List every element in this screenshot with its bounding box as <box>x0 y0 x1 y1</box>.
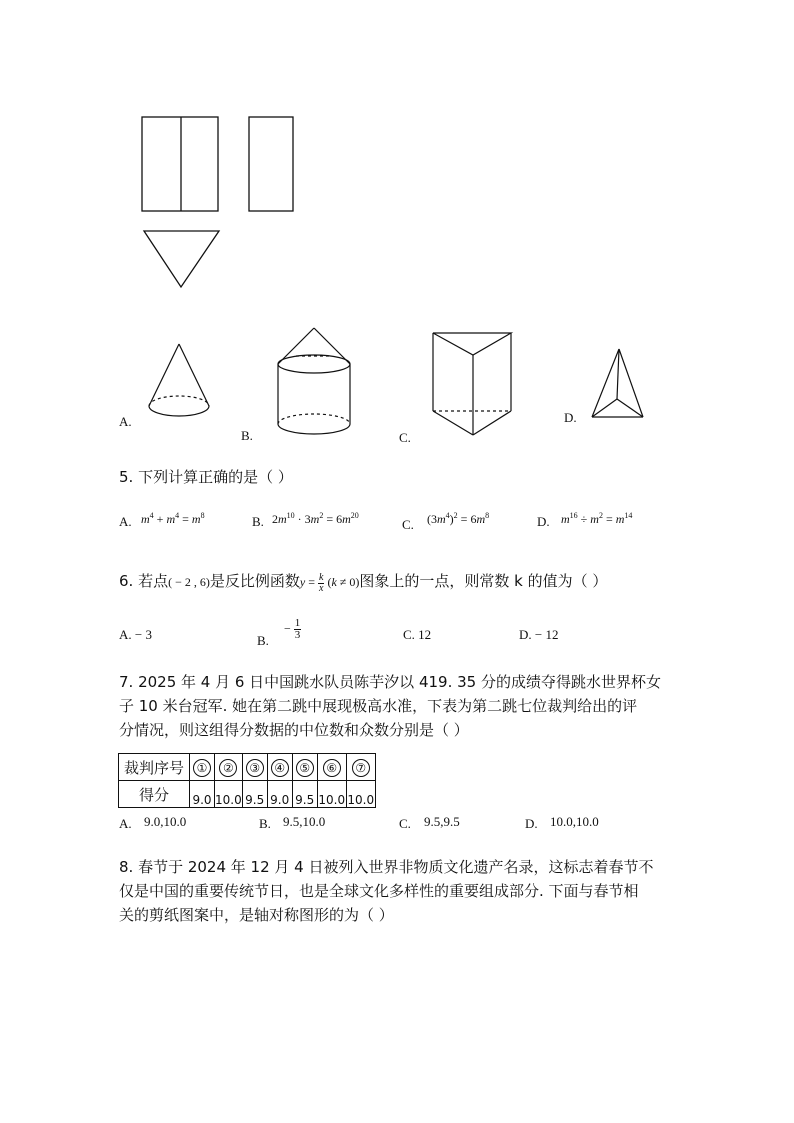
judge-cell: ⑤ <box>296 759 314 777</box>
q7-option-c-value: 9.5,9.5 <box>424 814 460 829</box>
q5-option-a-label[interactable]: A. <box>119 514 132 529</box>
q5-option-d-expr: $m^{16} \div m^2 = m^{14}$ <box>561 511 633 526</box>
q5-option-b-label[interactable]: B. <box>252 514 264 529</box>
judge-cell: ② <box>219 759 237 777</box>
q6-stem-pre: 6. 若点 <box>119 572 169 590</box>
judge-cell: ① <box>193 759 211 777</box>
score-cell: 10.0 <box>346 781 375 808</box>
q5-option-d-label[interactable]: D. <box>537 514 550 529</box>
q6-option-b-expr: − $\frac{1}{3}$ <box>284 617 301 641</box>
q7-option-b-label[interactable]: B. <box>259 816 271 831</box>
q7-option-d-label[interactable]: D. <box>525 816 538 831</box>
q8-line1: 8. 春节于 2024 年 12 月 4 日被列入世界非物质文化遗产名录，这标志着春节不 <box>119 858 654 876</box>
q7-option-d-value: 10.0,10.0 <box>550 814 599 829</box>
q7-stem <box>119 670 661 742</box>
cylinder-cone-figure <box>270 320 360 445</box>
q7-line2: 子 10 米台冠军. 她在第二跳中展现极高水准，下表为第二跳七位裁判给出的评 <box>119 697 638 715</box>
q7-option-a-value: 9.0,10.0 <box>144 814 187 829</box>
q4-option-a-label[interactable]: A. <box>119 414 132 429</box>
q5-option-c-expr: $(3m^4)^2 = 6m^8$ <box>427 511 490 526</box>
cone-figure <box>140 338 220 428</box>
judge-score-table <box>118 753 376 808</box>
q6-stem-post: 图象上的一点，则常数 k 的值为（ ） <box>359 572 608 590</box>
triangular-pyramid-figure <box>585 343 655 423</box>
triangular-prism-figure <box>425 325 520 445</box>
q7-option-a-label[interactable]: A. <box>119 816 132 831</box>
q6-option-d[interactable]: D. − 12 <box>519 627 559 642</box>
q7-line1: 7. 2025 年 4 月 6 日中国跳水队员陈芋汐以 419. 35 分的成绩夺得跳水世界杯女 <box>119 673 661 691</box>
q5-option-b-expr: $2m^{10} \cdot 3m^2 = 6m^{20}$ <box>272 511 359 526</box>
top-view <box>144 231 219 287</box>
q5-option-a-expr: $m^4 + m^4 = m^8$ <box>141 511 205 526</box>
q6-option-b-label[interactable]: B. <box>257 633 269 648</box>
q8-stem <box>119 855 654 927</box>
score-cell: 9.5 <box>292 781 317 808</box>
q8-line3: 关的剪纸图案中，是轴对称图形的为（ ） <box>119 906 394 924</box>
q5-option-c-label[interactable]: C. <box>402 517 414 532</box>
q8-line2: 仅是中国的重要传统节日，也是全球文化多样性的重要组成部分. 下面与春节相 <box>119 882 639 900</box>
q7-option-c-label[interactable]: C. <box>399 816 411 831</box>
q4-option-c-label[interactable]: C. <box>399 430 411 445</box>
table-row <box>119 754 376 781</box>
q4-option-d-label[interactable]: D. <box>564 410 577 425</box>
table-row <box>119 781 376 808</box>
q7-option-b-value: 9.5,10.0 <box>283 814 326 829</box>
front-view <box>142 117 218 211</box>
score-cell: 9.0 <box>190 781 215 808</box>
judge-cell: ⑥ <box>323 759 341 777</box>
side-view <box>249 117 293 211</box>
q6-stem <box>119 569 607 594</box>
judge-cell: ④ <box>271 759 289 777</box>
q6-option-c[interactable]: C. 12 <box>403 627 432 642</box>
q7-line3: 分情况，则这组得分数据的中位数和众数分别是（ ） <box>119 721 469 739</box>
q6-stem-mid: 是反比例函数 <box>209 572 300 590</box>
score-header: 得分 <box>119 781 190 808</box>
score-cell: 10.0 <box>317 781 346 808</box>
score-cell: 9.5 <box>242 781 267 808</box>
score-cell: 10.0 <box>215 781 243 808</box>
q5-stem: 5. 下列计算正确的是（ ） <box>119 468 293 486</box>
judge-cell: ⑦ <box>352 759 370 777</box>
three-view-figure <box>130 105 310 300</box>
q6-point: ( − 2 , 6) <box>168 575 210 589</box>
judge-cell: ③ <box>246 759 264 777</box>
q6-function-expr: y = $\frac{k}{x}$ (k ≠ 0) <box>299 571 360 594</box>
judge-number-header: 裁判序号 <box>119 754 190 781</box>
q6-option-a[interactable]: A. − 3 <box>119 627 152 642</box>
score-cell: 9.0 <box>267 781 292 808</box>
q4-option-b-label[interactable]: B. <box>241 428 253 443</box>
